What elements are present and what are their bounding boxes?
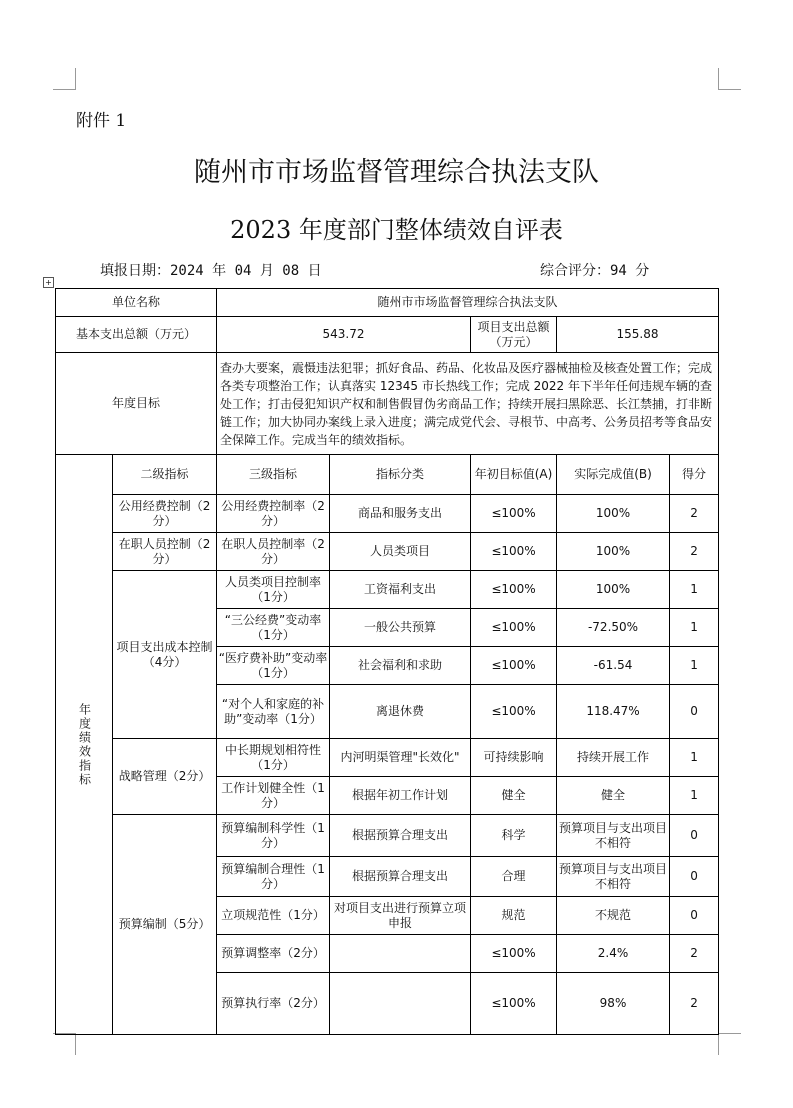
annual-goal-label: 年度目标 xyxy=(56,353,217,455)
crop-mark xyxy=(75,1033,76,1055)
score-cell: 1 xyxy=(670,647,719,685)
level3-cell: 预算编制科学性（1分） xyxy=(217,815,330,857)
target-cell: 科学 xyxy=(471,815,557,857)
target-cell: ≤100% xyxy=(471,647,557,685)
project-expense-label: 项目支出总额（万元） xyxy=(471,317,557,353)
level3-cell: 中长期规划相符性（1分） xyxy=(217,739,330,777)
category-cell: 内河明渠管理"长效化" xyxy=(330,739,471,777)
score-cell: 2 xyxy=(670,533,719,571)
header-level3: 三级指标 xyxy=(217,455,330,495)
actual-cell: 持续开展工作 xyxy=(557,739,670,777)
category-cell: 根据年初工作计划 xyxy=(330,777,471,815)
category-cell: 社会福利和求助 xyxy=(330,647,471,685)
score-cell: 1 xyxy=(670,571,719,609)
category-cell: 商品和服务支出 xyxy=(330,495,471,533)
unit-name-value: 随州市市场监督管理综合执法支队 xyxy=(217,289,719,317)
score-cell: 2 xyxy=(670,495,719,533)
group-label: 在职人员控制（2分） xyxy=(113,533,217,571)
annual-goal-text: 查办大要案，震慑违法犯罪；抓好食品、药品、化妆品及医疗器械抽检及核查处置工作；完成各类专项整治工作；认真落实 12345 市长热线工作；完成 2022 年下半年任何违规车辆的查处工作；打击侵犯知识产权和制售假冒伪劣商品工作；持续开展扫黑除恶、长江禁捕，打非断链工作；加大协同办案线上录入进度；满完成党代会、寻根节、中高考、公务员招考等食品安全保障工作。完成当年的绩效指标。 xyxy=(217,353,719,455)
category-cell: 工资福利支出 xyxy=(330,571,471,609)
actual-cell: 2.4% xyxy=(557,935,670,973)
target-cell: ≤100% xyxy=(471,685,557,739)
category-cell: 根据预算合理支出 xyxy=(330,815,471,857)
actual-cell: 100% xyxy=(557,533,670,571)
attachment-label: 附件 1 xyxy=(76,111,127,131)
crop-mark xyxy=(718,1033,741,1034)
actual-cell: 预算项目与支出项目不相符 xyxy=(557,815,670,857)
category-cell: 人员类项目 xyxy=(330,533,471,571)
group-label: 战略管理（2分） xyxy=(113,739,217,815)
header-score: 得分 xyxy=(670,455,719,495)
score-cell: 0 xyxy=(670,897,719,935)
level3-cell: 预算编制合理性（1分） xyxy=(217,857,330,897)
header-level2: 二级指标 xyxy=(113,455,217,495)
target-cell: ≤100% xyxy=(471,571,557,609)
crop-mark xyxy=(53,89,76,90)
score-cell: 1 xyxy=(670,609,719,647)
actual-cell: 预算项目与支出项目不相符 xyxy=(557,857,670,897)
evaluation-table xyxy=(55,288,719,1035)
score-cell: 1 xyxy=(670,739,719,777)
score-cell: 0 xyxy=(670,815,719,857)
basic-expense-value: 543.72 xyxy=(217,317,471,353)
header-actual: 实际完成值(B) xyxy=(557,455,670,495)
target-cell: ≤100% xyxy=(471,935,557,973)
crop-mark xyxy=(718,1033,719,1055)
crop-mark xyxy=(718,89,741,90)
unit-name-label: 单位名称 xyxy=(56,289,217,317)
level3-cell: 预算调整率（2分） xyxy=(217,935,330,973)
basic-expense-label: 基本支出总额（万元） xyxy=(56,317,217,353)
actual-cell: 100% xyxy=(557,495,670,533)
score-cell: 2 xyxy=(670,973,719,1035)
level3-cell: 预算执行率（2分） xyxy=(217,973,330,1035)
crop-mark xyxy=(75,68,76,90)
actual-cell: 健全 xyxy=(557,777,670,815)
header-category: 指标分类 xyxy=(330,455,471,495)
target-cell: ≤100% xyxy=(471,609,557,647)
actual-cell: 不规范 xyxy=(557,897,670,935)
actual-cell: 100% xyxy=(557,571,670,609)
category-cell: 离退休费 xyxy=(330,685,471,739)
actual-cell: -61.54 xyxy=(557,647,670,685)
group-label: 预算编制（5分） xyxy=(113,815,217,1035)
level3-cell: 在职人员控制率（2分） xyxy=(217,533,330,571)
actual-cell: 118.47% xyxy=(557,685,670,739)
actual-cell: 98% xyxy=(557,973,670,1035)
fill-date: 填报日期：2024 年 04 月 08 日 xyxy=(100,263,322,279)
target-cell: ≤100% xyxy=(471,495,557,533)
header-target: 年初目标值(A) xyxy=(471,455,557,495)
target-cell: ≤100% xyxy=(471,973,557,1035)
level3-cell: 公用经费控制率（2分） xyxy=(217,495,330,533)
actual-cell: -72.50% xyxy=(557,609,670,647)
project-expense-value: 155.88 xyxy=(557,317,719,353)
level3-cell: “医疗费补助”变动率（1分） xyxy=(217,647,330,685)
group-label: 公用经费控制（2分） xyxy=(113,495,217,533)
overall-score: 综合评分：94 分 xyxy=(540,263,650,279)
target-cell: 健全 xyxy=(471,777,557,815)
target-cell: 可持续影响 xyxy=(471,739,557,777)
score-cell: 0 xyxy=(670,857,719,897)
level3-cell: 工作计划健全性（1分） xyxy=(217,777,330,815)
level3-cell: “三公经费”变动率（1分） xyxy=(217,609,330,647)
doc-title-line2: 2023 年度部门整体绩效自评表 xyxy=(230,216,563,244)
target-cell: ≤100% xyxy=(471,533,557,571)
crop-mark xyxy=(718,68,719,90)
category-cell: 对项目支出进行预算立项申报 xyxy=(330,897,471,935)
doc-title-line1: 随州市市场监督管理综合执法支队 xyxy=(194,157,599,188)
category-cell xyxy=(330,935,471,973)
score-cell: 0 xyxy=(670,685,719,739)
category-cell: 根据预算合理支出 xyxy=(330,857,471,897)
category-cell xyxy=(330,973,471,1035)
indicator-side-label: 年度绩效指标 xyxy=(56,455,113,1035)
level3-cell: “对个人和家庭的补助”变动率（1分） xyxy=(217,685,330,739)
score-cell: 1 xyxy=(670,777,719,815)
level3-cell: 人员类项目控制率（1分） xyxy=(217,571,330,609)
category-cell: 一般公共预算 xyxy=(330,609,471,647)
group-label: 项目支出成本控制（4分） xyxy=(113,571,217,739)
target-cell: 合理 xyxy=(471,857,557,897)
score-cell: 2 xyxy=(670,935,719,973)
table-move-handle-icon[interactable]: + xyxy=(43,277,54,288)
level3-cell: 立项规范性（1分） xyxy=(217,897,330,935)
target-cell: 规范 xyxy=(471,897,557,935)
